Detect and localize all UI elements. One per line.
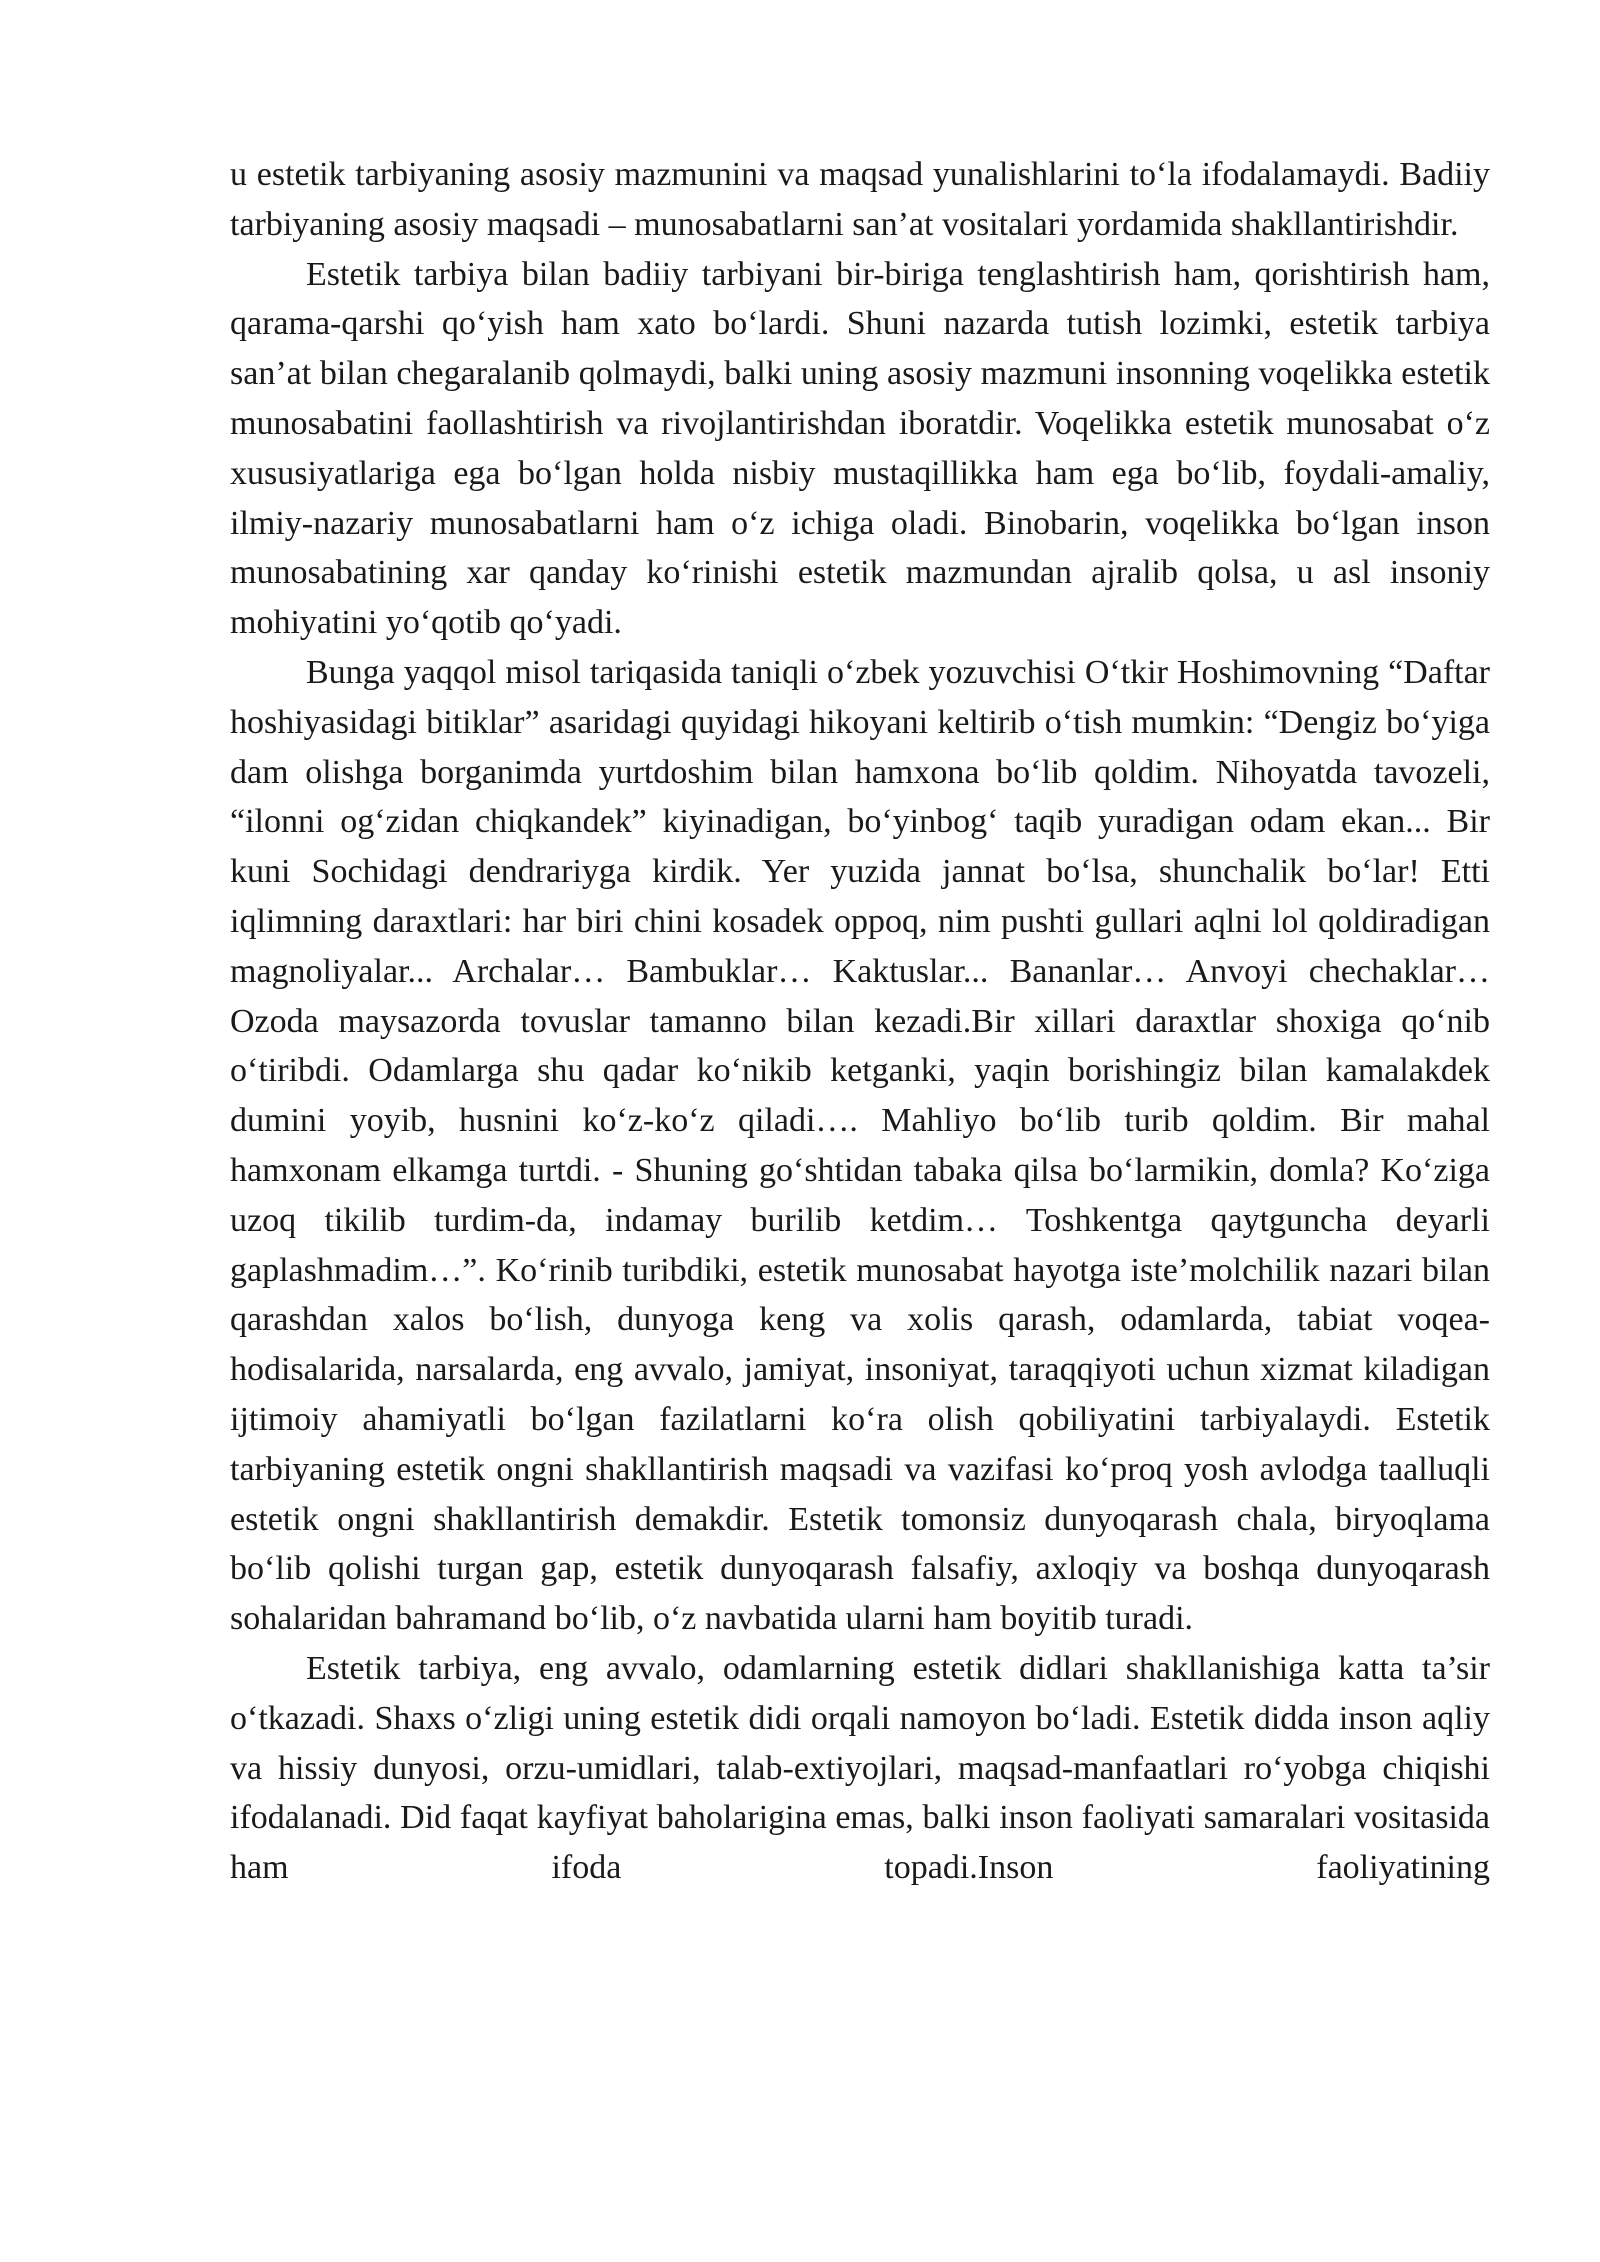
paragraph-2: Estetik tarbiya bilan badiiy tarbiyani bir-biriga tenglashtirish ham, qorishtirish ham, qarama-qarshi qo‘yish ham xato bo‘lardi. Shuni nazarda tutish lozimki, estetik tarbiya san’at bilan chegaralanib qolmaydi, balki uning asosiy mazmuni insonning voqelikka estetik munosabatini faollashtirish va rivojlantirishdan iboratdir. Voqelikka estetik munosabat o‘z xususiyatlariga ega bo‘lgan holda nisbiy mustaqillikka ham ega bo‘lib, foydali-amaliy, ilmiy-nazariy munosabatlarni ham o‘z ichiga oladi. Binobarin, voqelikka bo‘lgan inson munosabatining xar qanday ko‘rinishi estetik mazmundan ajralib qolsa, u asl insoniy mohiyatini yo‘qotib qo‘yadi. — [230, 255, 1490, 642]
paragraph-3: Bunga yaqqol misol tariqasida taniqli o‘zbek yozuvchisi O‘tkir Hoshimovning “Daftar hoshiyasidagi bitiklar” asaridagi quyidagi hikoyani keltirib o‘tish mumkin: “Dengiz bo‘yiga dam olishga borganimda yurtdoshim bilan hamxona bo‘lib qoldim. Nihoyatda tavozeli, “ilonni og‘zidan chiqkandek” kiyinadigan, bo‘yinbog‘ taqib yuradigan odam ekan... Bir kuni Sochidagi dendrariyga kirdik. Yer yuzida jannat bo‘lsa, shunchalik bo‘lar! Etti iqlimning daraxtlari: har biri chini kosadek oppoq, nim pushti gullari aqlni lol qoldiradigan magnoliyalar... Archalar… Bambuklar… Kaktuslar... Bananlar… Anvoyi chechaklar… Ozoda maysazorda tovuslar tamanno bilan kezadi.Bir xillari daraxtlar shoxiga qo‘nib o‘tiribdi. Odamlarga shu qadar ko‘nikib ketganki, yaqin borishingiz bilan kamalakdek dumini yoyib, husnini ko‘z-ko‘z qiladi…. Mahliyo bo‘lib turib qoldim. Bir mahal hamxonam elkamga turtdi. - Shuning go‘shtidan tabaka qilsa bo‘larmikin, domla? Ko‘ziga uzoq tikilib turdim-da, indamay burilib ketdim… Toshkentga qaytguncha deyarli gaplashmadim…”. Ko‘rinib turibdiki, estetik munosabat hayotga iste’molchilik nazari bilan qarashdan xalos bo‘lish, dunyoga keng va xolis qarash, odamlarda, tabiat voqea-hodisalarida, narsalarda, eng avvalo, jamiyat, insoniyat, taraqqiyoti uchun xizmat kiladigan ijtimoiy ahamiyatli bo‘lgan fazilatlarni ko‘ra olish qobiliyatini tarbiyalaydi. Estetik tarbiyaning estetik ongni shakllantirish maqsadi va vazifasi ko‘proq yosh avlodga taalluqli estetik ongni shakllantirish demakdir. Estetik tomonsiz dunyoqarash chala, biryoqlama bo‘lib qolishi turgan gap, estetik dunyoqarash falsafiy, axloqiy va boshqa dunyoqarash sohalaridan bahramand bo‘lib, o‘z navbatida ularni ham boyitib turadi. — [230, 653, 1490, 1638]
paragraph-4: Estetik tarbiya, eng avvalo, odamlarning estetik didlari shakllanishiga katta ta’sir o‘tkazadi. Shaxs o‘zligi uning estetik didi orqali namoyon bo‘ladi. Estetik didda inson aqliy va hissiy dunyosi, orzu-umidlari, talab-extiyojlari, maqsad-manfaatlari ro‘yobga chiqishi ifodalanadi. Did faqat kayfiyat baholarigina emas, balki inson faoliyati samaralari vositasida ham ifoda topadi.Inson faoliyatining — [230, 1649, 1490, 1887]
paragraph-1: u estetik tarbiyaning asosiy mazmunini va maqsad yunalishlarini to‘la ifodalamaydi. Badiiy tarbiyaning asosiy maqsadi – munosabatlarni san’at vositalari yordamida shakllantirishdir. — [230, 156, 1490, 243]
document-page — [230, 150, 1490, 1893]
